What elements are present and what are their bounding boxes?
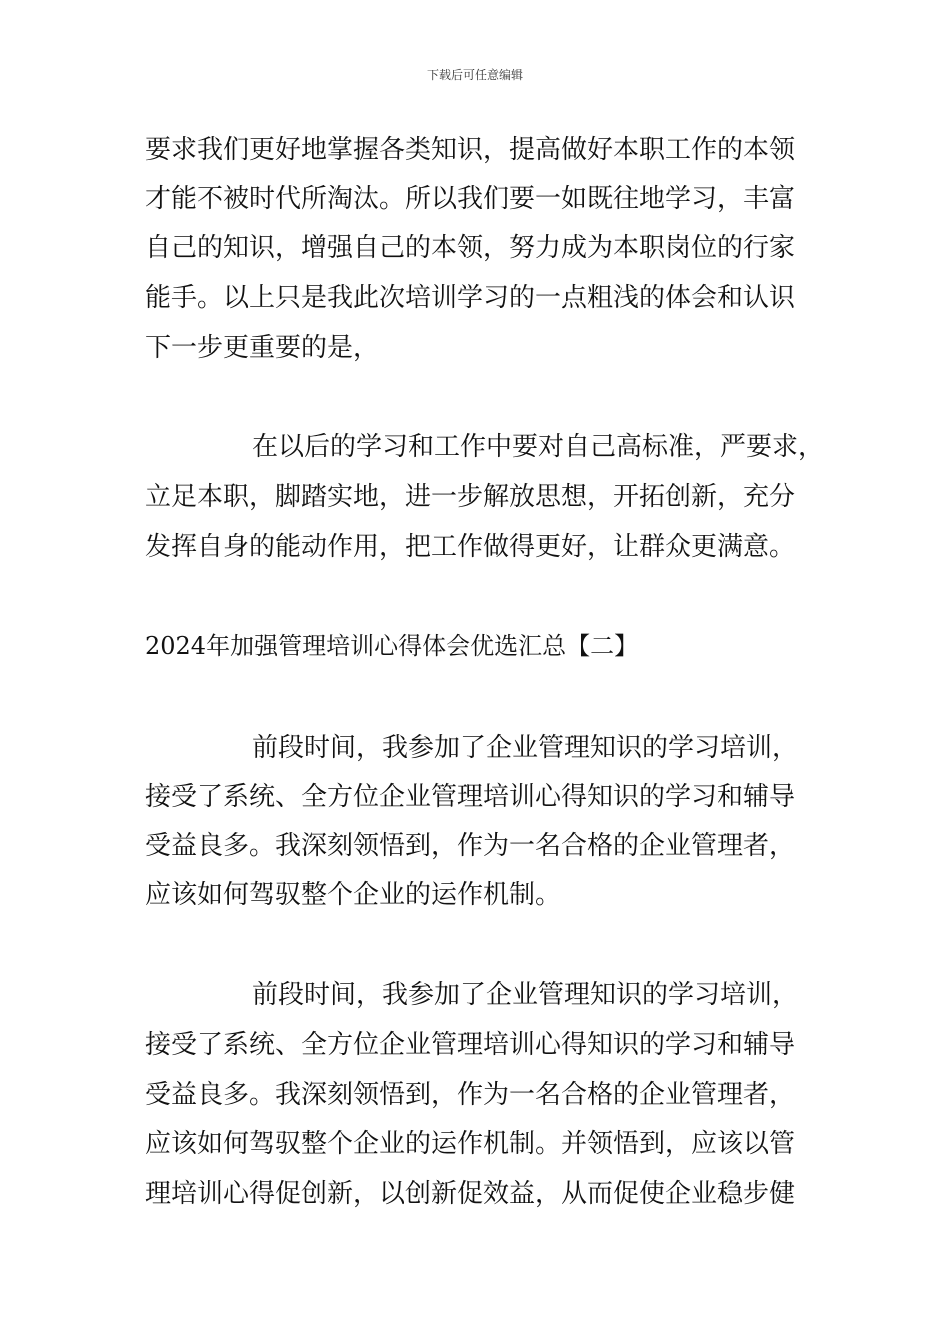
text-line: 发挥自身的能动作用，把工作做得更好，让群众更满意。 xyxy=(145,532,796,562)
text-line: 受益良多。我深刻领悟到，作为一名合格的企业管理者， xyxy=(145,831,796,861)
text-line: 能手。以上只是我此次培训学习的一点粗浅的体会和认识 xyxy=(145,283,796,313)
text-line: 前段时间，我参加了企业管理知识的学习培训， xyxy=(252,733,799,763)
text-line: 应该如何驾驭整个企业的运作机制。 xyxy=(145,880,562,910)
text-line: 应该如何驾驭整个企业的运作机制。并领悟到，应该以管 xyxy=(145,1129,796,1159)
text-line: 理培训心得促创新，以创新促效益，从而促使企业稳步健 xyxy=(145,1179,796,1209)
text-line: 才能不被时代所淘汰。所以我们要一如既往地学习，丰富 xyxy=(145,184,796,214)
text-line: 前段时间，我参加了企业管理知识的学习培训， xyxy=(252,980,799,1010)
text-line: 立足本职，脚踏实地，进一步解放思想，开拓创新，充分 xyxy=(145,482,796,512)
section-heading: 2024年加强管理培训心得体会优选汇总【二】 xyxy=(145,632,639,660)
text-line: 接受了系统、全方位企业管理培训心得知识的学习和辅导 xyxy=(145,782,796,812)
page-header: 下载后可任意编辑 xyxy=(426,68,523,82)
text-line: 下一步更重要的是， xyxy=(145,333,380,363)
text-line: 接受了系统、全方位企业管理培训心得知识的学习和辅导 xyxy=(145,1030,796,1060)
text-line: 要求我们更好地掌握各类知识，提高做好本职工作的本领 xyxy=(145,135,796,165)
text-line: 受益良多。我深刻领悟到，作为一名合格的企业管理者， xyxy=(145,1080,796,1110)
text-line: 自己的知识，增强自己的本领，努力成为本职岗位的行家 xyxy=(145,233,796,263)
text-line: 在以后的学习和工作中要对自己高标准，严要求， xyxy=(252,432,825,462)
